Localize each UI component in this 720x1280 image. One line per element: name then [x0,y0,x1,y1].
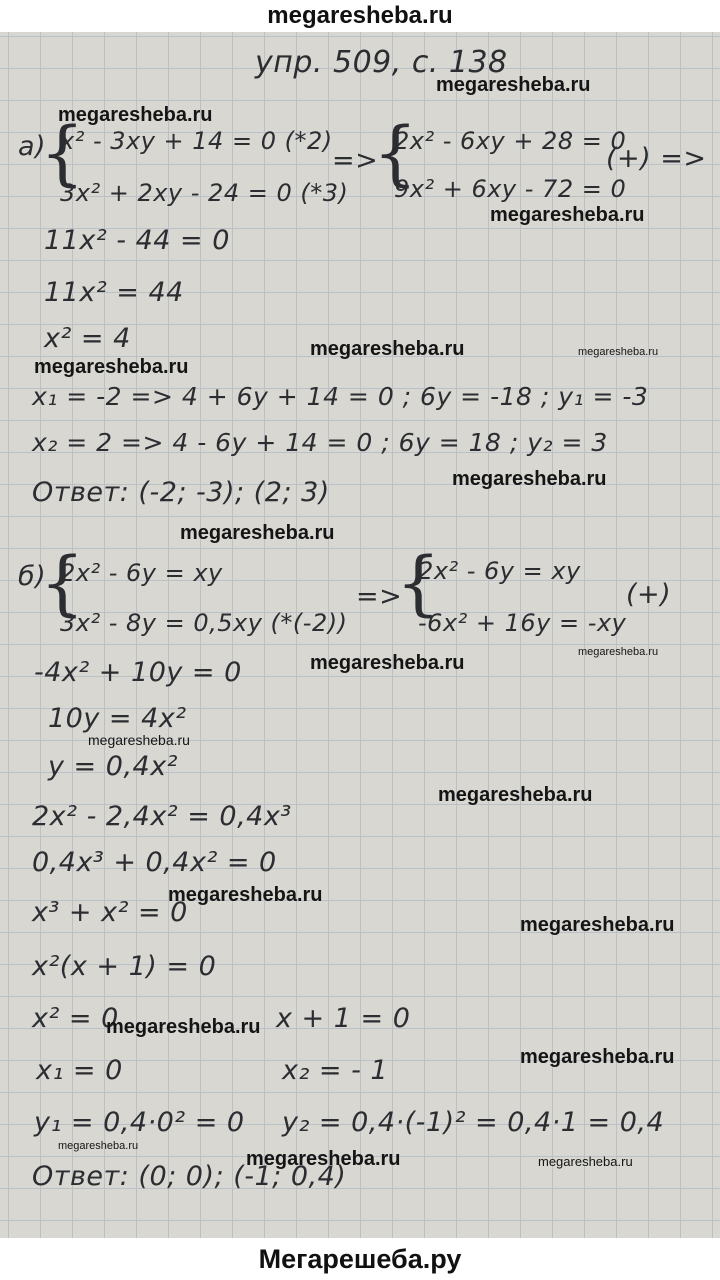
watermark: megaresheba.ru [34,356,189,378]
watermark: megaresheba.ru [578,646,659,658]
part-a-plus: (+) => [606,143,707,174]
header-site-text: megaresheba.ru [267,2,453,29]
watermark: megaresheba.ru [438,784,593,806]
part-b-system2-line2: -6x² + 16y = -xy [418,609,627,637]
part-a-step2: 11x² = 44 [44,277,184,308]
part-a-arrow: => [332,145,379,176]
part-b-step5: 0,4x³ + 0,4x² = 0 [32,847,277,878]
header-site [0,0,720,32]
part-a-system1-line2: 3x² + 2xy - 24 = 0 (*3) [60,179,349,207]
watermark: megaresheba.ru [310,652,465,674]
watermark: megaresheba.ru [520,1046,675,1068]
watermark: megaresheba.ru [490,204,645,226]
notebook-page [0,32,720,1238]
part-b-answer: Ответ: (0; 0); (-1; 0,4) [32,1161,347,1192]
part-b-step7: x²(x + 1) = 0 [32,951,217,982]
watermark: megaresheba.ru [58,104,213,126]
watermark: megaresheba.ru [436,74,591,96]
part-b-step9b: x₂ = - 1 [282,1055,389,1086]
part-b-step6: x³ + x² = 0 [32,897,188,928]
part-a-step5: x₂ = 2 => 4 - 6y + 14 = 0 ; 6y = 18 ; y₂ = 3 [32,428,608,457]
part-a-system1-line1: x² - 3xy + 14 = 0 (*2) [60,127,333,155]
part-a-label: а) [18,131,47,162]
watermark: megaresheba.ru [168,884,323,906]
footer-site [0,1238,720,1280]
watermark: megaresheba.ru [310,338,465,360]
watermark: megaresheba.ru [538,1154,633,1169]
part-b-system2-line1: 2x² - 6y = xy [418,557,581,585]
part-b-system1-line2: 3x² - 8y = 0,5xy (*(-2)) [60,609,348,637]
watermark: megaresheba.ru [578,346,659,358]
part-b-brace-right: { [396,542,441,624]
watermark: megaresheba.ru [180,522,335,544]
part-a-step3: x² = 4 [44,323,131,354]
watermark: megaresheba.ru [88,732,190,748]
part-a-system2-line2: 9x² + 6xy - 72 = 0 [394,175,627,203]
part-b-step4: 2x² - 2,4x² = 0,4x³ [32,801,292,832]
part-a-brace-right: { [373,112,418,194]
part-a-step4: x₁ = -2 => 4 + 6y + 14 = 0 ; 6y = -18 ; y₁ = -3 [32,382,649,411]
part-b-step8b: x + 1 = 0 [276,1003,411,1034]
part-b-step10b: y₂ = 0,4·(-1)² = 0,4·1 = 0,4 [282,1107,665,1138]
exercise-title: упр. 509, с. 138 [255,45,508,80]
watermark: megaresheba.ru [58,1140,139,1152]
part-b-system1-line1: 2x² - 6y = xy [60,559,223,587]
part-b-plus: (+) [626,579,672,610]
part-a-system2-line1: 2x² - 6xy + 28 = 0 [394,127,627,155]
part-b-step9a: x₁ = 0 [36,1055,123,1086]
part-b-brace-left: { [40,542,85,624]
part-b-step3: y = 0,4x² [48,751,179,782]
part-b-arrow: => [356,581,403,612]
part-b-step8a: x² = 0 [32,1003,119,1034]
part-b-label: б) [18,561,47,592]
part-b-step10a: y₁ = 0,4·0² = 0 [34,1107,245,1138]
footer-site-text: Мегарешеба.ру [258,1244,462,1274]
part-a-step1: 11x² - 44 = 0 [44,225,230,256]
part-a-answer: Ответ: (-2; -3); (2; 3) [32,477,330,508]
watermark: megaresheba.ru [246,1148,401,1170]
watermark: megaresheba.ru [452,468,607,490]
watermark: megaresheba.ru [106,1016,261,1038]
watermark: megaresheba.ru [520,914,675,936]
part-a-brace-left: { [40,112,85,194]
part-b-step2: 10y = 4x² [48,703,187,734]
part-b-step1: -4x² + 10y = 0 [34,657,242,688]
